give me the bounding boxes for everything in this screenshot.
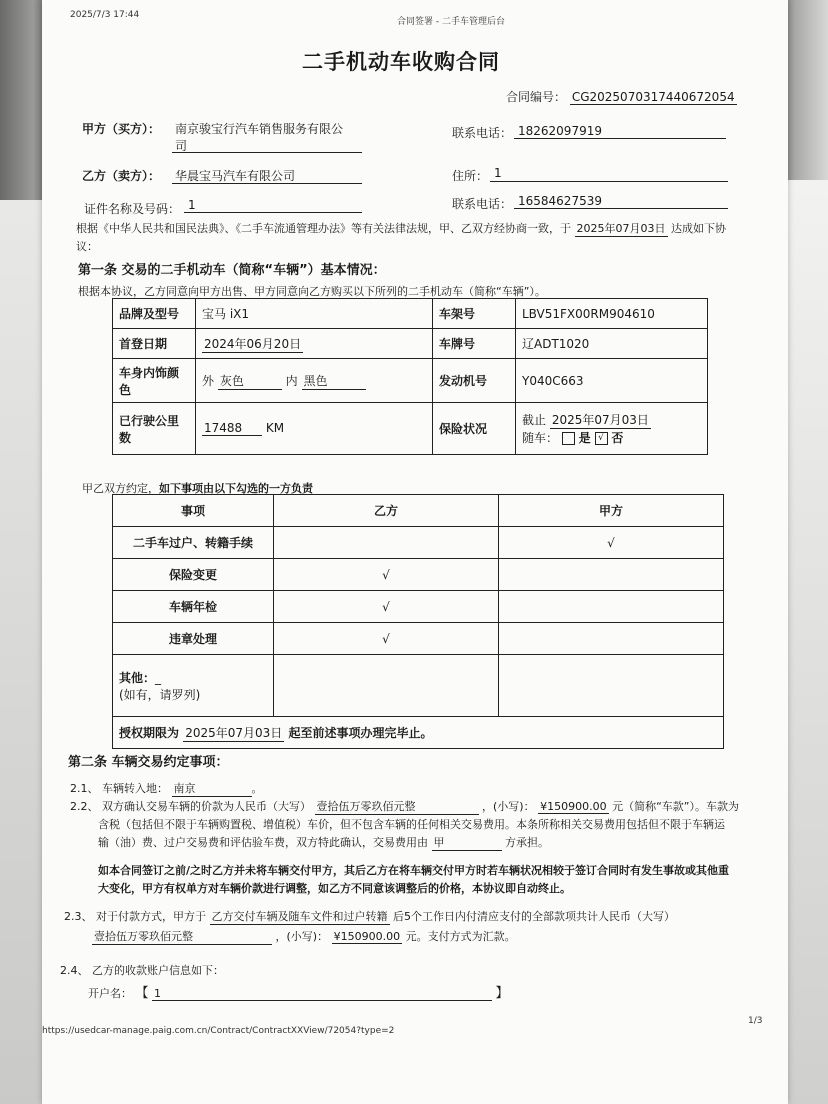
- clause-2-2-text-c: 元（简称“车款”）。车款为: [612, 800, 739, 813]
- engine-value: Y040C663: [516, 359, 708, 403]
- party-a-phone-underline: [514, 138, 726, 139]
- account-name-label: 开户名：: [88, 987, 132, 1000]
- contract-paper: [42, 0, 788, 1104]
- duty-other-label: 其他：: [119, 670, 156, 685]
- duty-row-b: √: [274, 591, 499, 623]
- insurance-until-date: 2025年07月03日: [551, 413, 649, 427]
- insurance-no-checkbox: √: [595, 432, 608, 445]
- color-cell: [196, 359, 433, 403]
- party-a-label: 甲方（买方）：: [82, 122, 161, 136]
- plate-label: 车牌号: [433, 329, 516, 359]
- adjustment-clause-line2: 大变化，甲方有权单方对车辆价款进行调整，如乙方不同意该调整后的价格，本协议即自动终止。: [98, 882, 571, 895]
- contract-title: 二手机动车收购合同: [302, 50, 500, 74]
- print-page-title: 合同签署 - 二手车管理后台: [397, 17, 505, 27]
- clause-2-3-line1: [64, 908, 675, 925]
- party-b-id: 1: [188, 198, 196, 212]
- duty-row-item: 二手车过户、转籍手续: [113, 527, 274, 559]
- party-a-name-line1: 南京骏宝行汽车销售服务有限公: [175, 122, 344, 136]
- duty-other-note: (如有，请罗列): [119, 687, 201, 702]
- auth-suffix: 起至前述事项办理完毕止。: [288, 725, 433, 740]
- ext-color-value: 灰色: [218, 372, 282, 390]
- duty-row-item: 车辆年检: [113, 591, 274, 623]
- party-b-address-underline: [490, 181, 728, 182]
- insurance-label: 保险状况: [433, 403, 516, 455]
- duty-other-b: [274, 655, 499, 717]
- vin-label: 车架号: [433, 299, 516, 329]
- duty-row-a: √: [499, 527, 724, 559]
- contract-number-label: 合同编号：: [506, 90, 567, 104]
- party-b-phone-label: 联系电话：: [452, 197, 513, 211]
- party-a-phone-label: 联系电话：: [452, 126, 513, 140]
- article1-heading: 第一条 交易的二手机动车（简称“车辆”）基本情况：: [78, 263, 386, 278]
- account-name-value: 1: [152, 987, 492, 1001]
- clause-2-2-line2: 含税（包括但不限于车辆购置税、增值税）车价，但不包含车辆的任何相关交易费用。本条所称相关交易费用包括但不限于车辆运: [98, 818, 725, 831]
- duties-table: [112, 494, 724, 749]
- int-color-value: 黑色: [302, 372, 366, 390]
- duty-row-item: 违章处理: [113, 623, 274, 655]
- vin-value: LBV51FX00RM904610: [516, 299, 708, 329]
- mileage-label: [113, 403, 196, 455]
- clause-2-4: [60, 962, 224, 978]
- duty-other-cell: [113, 655, 274, 717]
- reg-date-cell: [196, 329, 433, 359]
- clause-2-2-text-a: 双方确认交易车辆的价款为人民币（大写）: [102, 800, 311, 813]
- clause-2-2-price-upper: 壹拾伍万零玖佰元整: [315, 798, 479, 815]
- insurance-with-car-row: [522, 429, 701, 446]
- auth-label: 授权期限为: [119, 725, 180, 740]
- duties-col-item: 事项: [113, 495, 274, 527]
- mileage-unit: KM: [265, 421, 285, 435]
- clause-2-3-condition: 乙方交付车辆及随车文件和过户转籍: [211, 910, 388, 923]
- adjustment-clause-line1: 如本合同签订之前/之时乙方并未将车辆交付甲方，其后乙方在将车辆交付甲方时若车辆状况相较于签订合同时有发生事故或其他重: [98, 864, 730, 877]
- party-b-name: 华晨宝马汽车有限公司: [175, 169, 296, 183]
- clause-2-2-line1: [70, 798, 739, 815]
- clause-2-1-label: 车辆转入地：: [102, 782, 168, 795]
- clause-2-3-total-upper: 壹拾伍万零玖佰元整: [92, 928, 272, 945]
- auth-date: 2025年07月03日: [185, 725, 283, 740]
- mileage-label-line1: 已行驶公里: [119, 413, 180, 428]
- insurance-cell: [516, 403, 708, 455]
- party-b-phone-underline: [514, 208, 728, 209]
- clause-2-3-num: 2.3、: [64, 910, 93, 923]
- mileage-value: 17488: [202, 421, 262, 436]
- engine-label: 发动机号: [433, 359, 516, 403]
- duties-col-a: 甲方: [499, 495, 724, 527]
- int-color-prefix: 内: [285, 373, 298, 388]
- article2-heading: 第二条 车辆交易约定事项：: [68, 755, 229, 770]
- clause-2-1-num: 2.1、: [70, 782, 99, 795]
- duty-row-a: [499, 591, 724, 623]
- print-datetime: 2025/7/3 17:44: [70, 10, 140, 20]
- duties-intro-a: 甲乙双方约定，: [82, 482, 159, 495]
- preamble-date: 2025年07月03日: [576, 222, 666, 235]
- account-bracket-close: 】: [495, 986, 509, 1001]
- duty-row-a: [499, 623, 724, 655]
- insurance-with-car-label: 随车：: [522, 431, 559, 445]
- clause-2-2-line3-text: 输（油）费、过户交易费和评估验车费，双方特此确认，交易费用由: [98, 836, 428, 849]
- duty-row-b: √: [274, 559, 499, 591]
- party-a-name-line2: 司: [175, 139, 188, 153]
- clause-2-4-text: 乙方的收款账户信息如下：: [92, 964, 224, 977]
- insurance-until-prefix: 截止: [522, 413, 547, 427]
- clause-2-2-line3-end: 方承担。: [505, 836, 549, 849]
- duty-row-a: [499, 559, 724, 591]
- clause-2-4-num: 2.4、: [60, 964, 89, 977]
- insurance-yes-checkbox: [562, 432, 575, 445]
- footer-page: 1/3: [748, 1016, 763, 1026]
- reg-date-label: 首登日期: [113, 329, 196, 359]
- duty-other-value: _: [155, 670, 162, 685]
- clause-2-3-text-b: 后5个工作日内付清应支付的全部款项共计人民币（大写）: [393, 910, 675, 923]
- duty-row-b: √: [274, 623, 499, 655]
- brand-label: 品牌及型号: [113, 299, 196, 329]
- duties-col-b: 乙方: [274, 495, 499, 527]
- clause-2-3-line2: [92, 928, 516, 945]
- account-bracket-open: 【: [135, 986, 149, 1001]
- color-label-line1: 车身内饰颜: [119, 365, 180, 380]
- clause-2-3-text-a: 对于付款方式，甲方于: [96, 910, 206, 923]
- insurance-no-label: 否: [611, 431, 624, 445]
- party-b-phone: 16584627539: [518, 194, 602, 208]
- preamble-text: 根据《中华人民共和国民法典》、《二手车流通管理办法》等有关法律法规，甲、乙双方经协商一致，于: [76, 222, 571, 235]
- authorization-row: [113, 717, 724, 749]
- plate-value: 辽ADT1020: [516, 329, 708, 359]
- account-name-row: [88, 982, 509, 1001]
- clause-2-2-num: 2.2、: [70, 800, 99, 813]
- duty-row-b: [274, 527, 499, 559]
- clause-2-3-total-lower: ¥150900.00: [333, 930, 401, 943]
- color-label: [113, 359, 196, 403]
- insurance-yes-label: 是: [578, 431, 591, 445]
- party-b-id-underline: [184, 212, 362, 213]
- ext-color-prefix: 外: [202, 373, 215, 388]
- brand-value: 宝马 iX1: [196, 299, 433, 329]
- preamble-line1: [76, 220, 726, 237]
- clause-2-2-fee-payer: 甲: [432, 834, 502, 851]
- preamble-line2: 议：: [76, 240, 98, 253]
- clause-2-1-value: 南京: [172, 780, 252, 797]
- reg-date-value: 2024年06月20日: [204, 336, 302, 351]
- party-b-label: 乙方（卖方）：: [82, 169, 161, 183]
- insurance-until-row: [522, 411, 701, 429]
- vehicle-info-table: [112, 298, 708, 455]
- duty-row-item: 保险变更: [113, 559, 274, 591]
- party-b-name-underline: [172, 183, 362, 184]
- clause-2-1: [70, 780, 263, 797]
- party-b-address-label: 住所：: [452, 169, 489, 183]
- party-b-id-label: 证件名称及号码：: [84, 202, 181, 216]
- duty-other-a: [499, 655, 724, 717]
- clause-2-2-line3: [98, 834, 549, 851]
- mileage-label-line2: 数: [119, 430, 132, 445]
- mileage-cell: [196, 403, 433, 455]
- clause-2-2-price-lower: ¥150900.00: [540, 800, 607, 813]
- article1-intro: 根据本协议，乙方同意向甲方出售、甲方同意向乙方购买以下所列的二手机动车（简称“车辆”）。: [78, 285, 546, 298]
- clause-2-2-text-b: ，(小写)：: [482, 800, 535, 813]
- color-label-line2: 色: [119, 382, 132, 397]
- preamble-text-end: 达成如下协: [671, 222, 726, 235]
- clause-2-3-text-d: 元。支付方式为汇款。: [405, 930, 516, 943]
- party-b-address: 1: [494, 166, 502, 180]
- contract-number: CG2025070317440672054: [571, 90, 735, 104]
- clause-2-3-text-c: ，(小写)：: [275, 930, 329, 943]
- duties-intro-b: 如下事项由以下勾选的一方负责: [159, 482, 313, 495]
- party-a-name-underline: [172, 152, 362, 153]
- footer-url: https://usedcar-manage.paig.com.cn/Contract/ContractXXView/72054?type=2: [42, 1026, 395, 1036]
- clause-2-1-end: 。: [251, 782, 263, 795]
- party-a-phone: 18262097919: [518, 124, 602, 138]
- contract-number-row: [506, 88, 737, 105]
